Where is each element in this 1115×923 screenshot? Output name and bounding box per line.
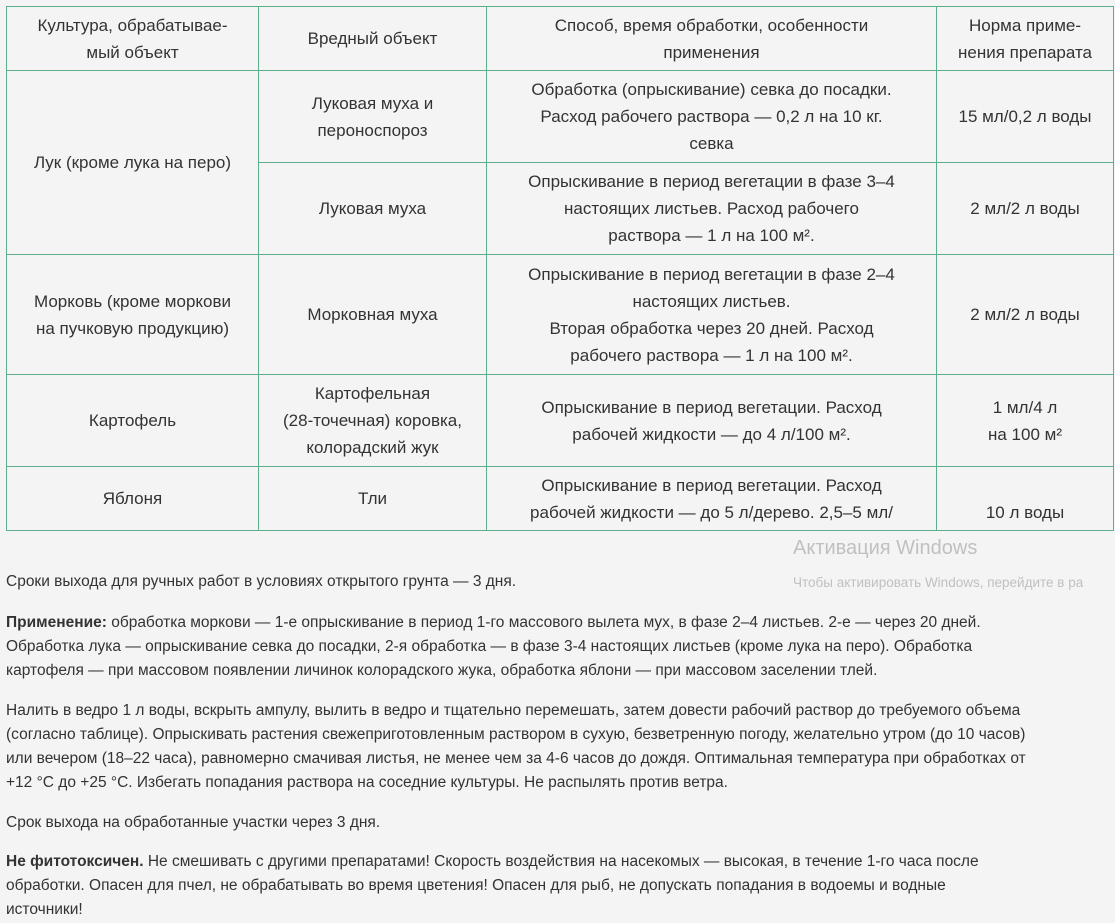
rate-cell-line: 2 мл/2 л воды: [970, 305, 1080, 324]
header-crop-line: мый объект: [86, 42, 179, 62]
rate-cell-line: 10 л воды: [985, 502, 1065, 522]
bold-lead: Не фитотоксичен.: [6, 853, 144, 870]
table-row: [7, 255, 1114, 375]
method-cell-line: Опрыскивание в период вегетации. Расход: [541, 397, 882, 417]
paragraph-text: Сроки выхода для ручных работ в условиях открытого грунта — 3 дня.: [6, 573, 517, 590]
pest-cell-line: Луковая муха и: [311, 93, 434, 113]
header-method: [487, 7, 937, 71]
paragraph: [6, 699, 1111, 795]
rate-cell: [937, 255, 1114, 375]
crop-cell-line: Лук (кроме лука на перо): [33, 153, 232, 172]
paragraph-text: Срок выхода на обработанные участки через 3 дня.: [6, 814, 381, 831]
application-table: [6, 6, 1114, 531]
paragraph-line: [6, 747, 1111, 771]
method-cell: [487, 375, 937, 467]
method-cell-line: Расход рабочего раствора — 0,2 л на 10 кг.: [540, 107, 883, 126]
paragraph-text: источники!: [6, 901, 83, 918]
crop-cell-line: на пучковую продукцию): [35, 318, 230, 338]
crop-cell-line: Морковь (кроме моркови: [33, 291, 232, 311]
rate-cell-line: 15 мл/0,2 л воды: [958, 107, 1092, 126]
table-row: [7, 71, 1114, 163]
method-cell-line: настоящих листьев. Расход рабочего: [564, 199, 859, 218]
rate-cell-line: 2 мл/2 л воды: [970, 199, 1080, 218]
rate-cell: [937, 375, 1114, 467]
method-cell-line: настоящих листьев.: [632, 291, 791, 311]
header-method-line: применения: [663, 42, 760, 62]
method-cell-line: Обработка (опрыскивание) севка до посадки.: [531, 80, 892, 99]
paragraph-text: обработки. Опасен для пчел, не обрабатывать во время цветения! Опасен для рыб, не допускать попадания в водоемы и водные: [6, 877, 946, 894]
crop-cell-line: Картофель: [88, 411, 177, 430]
paragraph-text: +12 °C до +25 °C. Избегать попадания раствора на соседние культуры. Не распылять против ветра.: [6, 774, 728, 791]
method-cell-line: севка: [689, 134, 734, 153]
paragraph-text: картофеля — при массовом появлении личинок колорадского жука, обработка яблони — при массовом заселении тлей.: [6, 662, 878, 679]
crop-cell-line: Яблоня: [102, 489, 163, 508]
method-cell: [487, 467, 937, 531]
rate-cell-line: на 100 м²: [987, 424, 1062, 444]
crop-cell: [7, 375, 259, 467]
method-cell: [487, 71, 937, 163]
paragraph-text: (согласно таблице). Опрыскивать растения свежеприготовленным раствором в сухую, безветренную погоду, желательно утром (до 10 часов): [6, 726, 1026, 743]
header-rate: [937, 7, 1114, 71]
header-crop: [7, 7, 259, 71]
rate-cell-line: 1 мл/4 л: [992, 397, 1058, 417]
table-row: [7, 467, 1114, 531]
rate-cell-line: [943, 472, 1107, 499]
method-cell: [487, 255, 937, 375]
rate-cell: [937, 71, 1114, 163]
method-cell-line: Опрыскивание в период вегетации. Расход: [541, 475, 882, 495]
crop-cell: [7, 255, 259, 375]
windows-activation-title: Активация Windows: [793, 537, 978, 559]
pest-cell: [259, 467, 487, 531]
header-method-line: Способ, время обработки, особенности: [554, 15, 869, 35]
pest-cell-line: пероноспороз: [317, 120, 428, 140]
header-row: [7, 7, 1114, 71]
paragraph: [6, 611, 1111, 683]
crop-cell: [7, 467, 259, 531]
method-cell-line: Опрыскивание в период вегетации в фазе 3–4: [528, 172, 895, 191]
pest-cell-line: (28-точечная) коровка,: [283, 411, 462, 430]
paragraph-line: [6, 635, 1111, 659]
pest-cell-line: Картофельная: [314, 384, 431, 403]
header-pest: [259, 7, 487, 71]
pest-cell: [259, 375, 487, 467]
rate-cell: [937, 467, 1114, 531]
method-cell-line: рабочей жидкости — до 4 л/100 м².: [572, 424, 851, 444]
paragraph-line: [6, 611, 1111, 635]
method-cell-line: раствора — 1 л на 100 м².: [608, 226, 815, 245]
paragraph-text: Не смешивать с другими препаратами! Скорость воздействия на насекомых — высокая, в течение 1-го часа после: [143, 853, 979, 870]
pest-cell-line: колорадский жук: [306, 438, 439, 457]
paragraph-text: или вечером (18–22 часа), равномерно смачивая листья, не менее чем за 4-6 часов до дождя. Оптимальная температура при обработках от: [6, 750, 1026, 767]
paragraph-line: [6, 699, 1111, 723]
rate-cell: [937, 163, 1114, 255]
pest-cell: [259, 163, 487, 255]
paragraph: [6, 850, 1111, 922]
method-cell-line: рабочей жидкости — до 5 л/дерево. 2,5–5 мл/: [530, 502, 893, 522]
paragraph-text: Обработка лука — опрыскивание севка до посадки, 2-я обработка — в фазе 3-4 настоящих листьев (кроме лука на перо). Обработка: [6, 638, 973, 655]
table-row: [7, 375, 1114, 467]
bold-lead: Применение:: [6, 614, 107, 631]
pest-cell-line: Тли: [357, 489, 388, 508]
header-rate-line: Норма приме-: [968, 15, 1081, 35]
paragraph-text: обработка моркови — 1-е опрыскивание в период 1-го массового вылета мух, в фазе 2–4 листьев. 2-е — через 20 дней.: [106, 614, 981, 631]
header-pest-line: Вредный объект: [307, 29, 438, 48]
method-cell-line: Вторая обработка через 20 дней. Расход: [549, 318, 874, 338]
crop-cell: [7, 71, 259, 255]
method-cell-line: рабочего раствора — 1 л на 100 м².: [570, 345, 853, 365]
paragraph-line: [6, 659, 1111, 683]
paragraph-line: [6, 850, 1111, 874]
paragraph-line: [6, 771, 1111, 795]
paragraph: [6, 811, 1111, 835]
header-crop-line: Культура, обрабатывае-: [37, 15, 228, 35]
method-cell: [487, 163, 937, 255]
paragraph-line: [6, 723, 1111, 747]
header-rate-line: нения препарата: [957, 42, 1093, 62]
pest-cell: [259, 255, 487, 375]
paragraph-line: [6, 898, 1111, 922]
method-cell-line: Опрыскивание в период вегетации в фазе 2–4: [528, 264, 895, 284]
paragraph-line: [6, 874, 1111, 898]
windows-activation-subtitle: Чтобы активировать Windows, перейдите в ра: [793, 575, 1084, 590]
paragraph-text: Налить в ведро 1 л воды, вскрыть ампулу, вылить в ведро и тщательно перемешать, затем довести рабочий раствор до требуемого объема: [6, 702, 1021, 719]
pest-cell-line: Морковная муха: [307, 305, 438, 324]
pest-cell: [259, 71, 487, 163]
paragraph-line: [6, 811, 1111, 835]
pest-cell-line: Луковая муха: [318, 199, 427, 218]
